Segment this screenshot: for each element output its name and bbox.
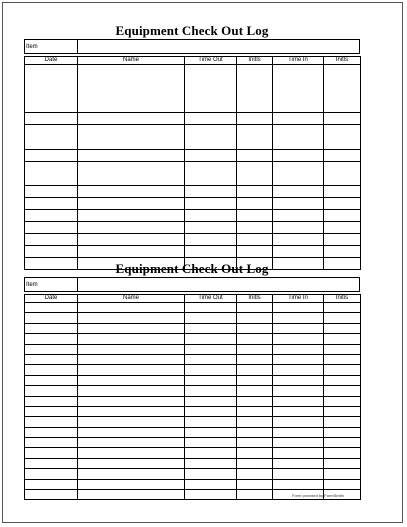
header-row <box>25 295 361 303</box>
log-rows-bottom <box>25 303 361 500</box>
cell-name[interactable] <box>78 222 185 234</box>
cell-name[interactable] <box>78 65 185 113</box>
log-rows-top <box>25 65 361 270</box>
cell-name[interactable] <box>78 210 185 222</box>
cell-date[interactable] <box>25 386 78 396</box>
table-row <box>25 150 361 162</box>
cell-initials-out[interactable] <box>237 479 273 489</box>
cell-time-in[interactable] <box>273 406 324 416</box>
cell-date[interactable] <box>25 344 78 354</box>
log-title: Equipment Check Out Log <box>115 261 269 276</box>
table-row <box>25 406 361 416</box>
cell-initials-in[interactable] <box>324 210 361 222</box>
cell-initials-in[interactable] <box>324 222 361 234</box>
cell-time-out[interactable] <box>185 406 237 416</box>
cell-name[interactable] <box>78 458 185 468</box>
cell-name[interactable] <box>78 365 185 375</box>
cell-name[interactable] <box>78 375 185 385</box>
cell-date[interactable] <box>25 396 78 406</box>
cell-time-in[interactable] <box>273 113 324 125</box>
cell-time-in[interactable] <box>273 323 324 333</box>
cell-time-in[interactable] <box>273 198 324 210</box>
item-label: Item <box>25 278 78 292</box>
cell-date[interactable] <box>25 222 78 234</box>
table-row <box>25 162 361 186</box>
checkout-log-top <box>24 22 360 270</box>
cell-date[interactable] <box>25 246 78 258</box>
cell-time-out[interactable] <box>185 469 237 479</box>
column-header-time-in: Time In <box>273 295 324 303</box>
cell-time-out[interactable] <box>185 334 237 344</box>
cell-time-out[interactable] <box>185 375 237 385</box>
table-row <box>25 479 361 489</box>
cell-initials-in[interactable] <box>324 162 361 186</box>
cell-initials-out[interactable] <box>237 186 273 198</box>
cell-date[interactable] <box>25 334 78 344</box>
cell-initials-in[interactable] <box>324 386 361 396</box>
cell-date[interactable] <box>25 417 78 427</box>
header-row <box>25 57 361 65</box>
log-table <box>24 294 361 500</box>
table-row <box>25 323 361 333</box>
cell-initials-in[interactable] <box>324 469 361 479</box>
cell-name[interactable] <box>78 323 185 333</box>
checkout-log-bottom <box>24 260 360 500</box>
cell-initials-out[interactable] <box>237 396 273 406</box>
column-header-initials-in: Initls <box>324 295 361 303</box>
column-header-time-in: Time In <box>273 57 324 65</box>
cell-time-in[interactable] <box>273 344 324 354</box>
cell-date[interactable] <box>25 125 78 150</box>
column-header-name: Name <box>78 57 185 65</box>
table-row <box>25 303 361 313</box>
cell-name[interactable] <box>78 469 185 479</box>
cell-time-out[interactable] <box>185 490 237 500</box>
cell-name[interactable] <box>78 417 185 427</box>
cell-name[interactable] <box>78 186 185 198</box>
table-row <box>25 125 361 150</box>
cell-time-out[interactable] <box>185 150 237 162</box>
cell-time-in[interactable] <box>273 458 324 468</box>
cell-name[interactable] <box>78 490 185 500</box>
item-row <box>24 39 360 54</box>
cell-initials-in[interactable] <box>324 427 361 437</box>
cell-time-out[interactable] <box>185 417 237 427</box>
cell-time-out[interactable] <box>185 386 237 396</box>
table-row <box>25 417 361 427</box>
cell-date[interactable] <box>25 375 78 385</box>
cell-initials-in[interactable] <box>324 438 361 448</box>
cell-initials-out[interactable] <box>237 406 273 416</box>
cell-initials-in[interactable] <box>324 186 361 198</box>
cell-initials-in[interactable] <box>324 365 361 375</box>
cell-name[interactable] <box>78 406 185 416</box>
cell-time-in[interactable] <box>273 438 324 448</box>
cell-initials-in[interactable] <box>324 65 361 113</box>
cell-initials-out[interactable] <box>237 162 273 186</box>
cell-time-out[interactable] <box>185 198 237 210</box>
cell-initials-out[interactable] <box>237 458 273 468</box>
item-field[interactable] <box>78 40 360 54</box>
cell-time-out[interactable] <box>185 458 237 468</box>
cell-name[interactable] <box>78 334 185 344</box>
cell-time-out[interactable] <box>185 303 237 313</box>
cell-name[interactable] <box>78 438 185 448</box>
cell-time-in[interactable] <box>273 365 324 375</box>
cell-initials-out[interactable] <box>237 386 273 396</box>
cell-date[interactable] <box>25 354 78 364</box>
cell-time-out[interactable] <box>185 234 237 246</box>
cell-time-in[interactable] <box>273 313 324 323</box>
cell-initials-out[interactable] <box>237 354 273 364</box>
cell-date[interactable] <box>25 198 78 210</box>
table-row <box>25 344 361 354</box>
cell-time-in[interactable] <box>273 469 324 479</box>
cell-initials-out[interactable] <box>237 113 273 125</box>
log-title: Equipment Check Out Log <box>115 23 269 38</box>
table-row <box>25 469 361 479</box>
table-row <box>25 427 361 437</box>
cell-time-in[interactable] <box>273 386 324 396</box>
cell-time-out[interactable] <box>185 313 237 323</box>
table-row <box>25 313 361 323</box>
cell-date[interactable] <box>25 448 78 458</box>
cell-initials-out[interactable] <box>237 365 273 375</box>
cell-time-in[interactable] <box>273 334 324 344</box>
column-header-initials-out: Initls <box>237 295 273 303</box>
cell-initials-out[interactable] <box>237 246 273 258</box>
footer-credit: Form provided by FormSmith <box>292 493 344 498</box>
cell-initials-out[interactable] <box>237 438 273 448</box>
cell-initials-out[interactable] <box>237 150 273 162</box>
cell-time-in[interactable] <box>273 303 324 313</box>
column-header-name: Name <box>78 295 185 303</box>
cell-date[interactable] <box>25 210 78 222</box>
cell-initials-out[interactable] <box>237 375 273 385</box>
cell-name[interactable] <box>78 427 185 437</box>
column-header-initials-out: Initls <box>237 57 273 65</box>
cell-name[interactable] <box>78 448 185 458</box>
cell-initials-in[interactable] <box>324 234 361 246</box>
cell-time-out[interactable] <box>185 438 237 448</box>
cell-initials-out[interactable] <box>237 234 273 246</box>
cell-date[interactable] <box>25 162 78 186</box>
cell-initials-out[interactable] <box>237 313 273 323</box>
cell-initials-out[interactable] <box>237 427 273 437</box>
table-row <box>25 222 361 234</box>
cell-date[interactable] <box>25 469 78 479</box>
cell-name[interactable] <box>78 162 185 186</box>
cell-date[interactable] <box>25 303 78 313</box>
cell-date[interactable] <box>25 313 78 323</box>
cell-date[interactable] <box>25 150 78 162</box>
cell-date[interactable] <box>25 186 78 198</box>
cell-time-out[interactable] <box>185 354 237 364</box>
cell-initials-out[interactable] <box>237 334 273 344</box>
cell-initials-in[interactable] <box>324 448 361 458</box>
column-header-initials-in: Initls <box>324 57 361 65</box>
cell-time-out[interactable] <box>185 162 237 186</box>
cell-date[interactable] <box>25 490 78 500</box>
cell-time-in[interactable] <box>273 417 324 427</box>
cell-initials-in[interactable] <box>324 125 361 150</box>
table-row <box>25 438 361 448</box>
cell-initials-out[interactable] <box>237 469 273 479</box>
cell-date[interactable] <box>25 365 78 375</box>
cell-initials-out[interactable] <box>237 448 273 458</box>
cell-date[interactable] <box>25 438 78 448</box>
item-row <box>24 277 360 292</box>
cell-initials-in[interactable] <box>324 198 361 210</box>
cell-time-in[interactable] <box>273 150 324 162</box>
cell-name[interactable] <box>78 396 185 406</box>
cell-time-out[interactable] <box>185 210 237 222</box>
cell-name[interactable] <box>78 344 185 354</box>
cell-name[interactable] <box>78 198 185 210</box>
log-table <box>24 56 361 270</box>
cell-initials-in[interactable] <box>324 396 361 406</box>
cell-name[interactable] <box>78 386 185 396</box>
item-label: Item <box>25 40 78 54</box>
cell-time-out[interactable] <box>185 344 237 354</box>
cell-time-in[interactable] <box>273 375 324 385</box>
cell-name[interactable] <box>78 150 185 162</box>
cell-date[interactable] <box>25 113 78 125</box>
table-row <box>25 448 361 458</box>
cell-time-in[interactable] <box>273 246 324 258</box>
column-header-time-out: Time Out <box>185 57 237 65</box>
item-field[interactable] <box>78 278 360 292</box>
cell-time-in[interactable] <box>273 125 324 150</box>
cell-name[interactable] <box>78 479 185 489</box>
cell-initials-in[interactable] <box>324 334 361 344</box>
table-row <box>25 65 361 113</box>
cell-time-out[interactable] <box>185 427 237 437</box>
cell-time-in[interactable] <box>273 222 324 234</box>
cell-name[interactable] <box>78 313 185 323</box>
cell-initials-in[interactable] <box>324 113 361 125</box>
cell-initials-out[interactable] <box>237 303 273 313</box>
cell-initials-in[interactable] <box>324 417 361 427</box>
column-header-date: Date <box>25 57 78 65</box>
column-header-time-out: Time Out <box>185 295 237 303</box>
cell-initials-in[interactable] <box>324 150 361 162</box>
cell-initials-in[interactable] <box>324 323 361 333</box>
cell-initials-out[interactable] <box>237 222 273 234</box>
table-row <box>25 186 361 198</box>
table-row <box>25 246 361 258</box>
cell-time-in[interactable] <box>273 396 324 406</box>
cell-time-in[interactable] <box>273 479 324 489</box>
cell-initials-in[interactable] <box>324 354 361 364</box>
cell-time-out[interactable] <box>185 113 237 125</box>
table-row <box>25 365 361 375</box>
cell-initials-out[interactable] <box>237 344 273 354</box>
cell-initials-out[interactable] <box>237 417 273 427</box>
cell-time-out[interactable] <box>185 125 237 150</box>
cell-time-out[interactable] <box>185 479 237 489</box>
cell-time-in[interactable] <box>273 427 324 437</box>
cell-time-out[interactable] <box>185 396 237 406</box>
cell-name[interactable] <box>78 246 185 258</box>
cell-time-out[interactable] <box>185 186 237 198</box>
cell-date[interactable] <box>25 458 78 468</box>
cell-time-out[interactable] <box>185 65 237 113</box>
cell-initials-out[interactable] <box>237 490 273 500</box>
cell-time-in[interactable] <box>273 162 324 186</box>
table-row <box>25 113 361 125</box>
cell-initials-out[interactable] <box>237 125 273 150</box>
cell-date[interactable] <box>25 479 78 489</box>
table-row <box>25 375 361 385</box>
cell-date[interactable] <box>25 65 78 113</box>
cell-time-out[interactable] <box>185 448 237 458</box>
cell-name[interactable] <box>78 234 185 246</box>
cell-date[interactable] <box>25 234 78 246</box>
cell-initials-in[interactable] <box>324 303 361 313</box>
cell-name[interactable] <box>78 125 185 150</box>
cell-time-in[interactable] <box>273 186 324 198</box>
table-row <box>25 234 361 246</box>
table-row <box>25 386 361 396</box>
cell-initials-out[interactable] <box>237 323 273 333</box>
table-row <box>25 396 361 406</box>
cell-initials-in[interactable] <box>324 246 361 258</box>
cell-initials-out[interactable] <box>237 210 273 222</box>
cell-date[interactable] <box>25 323 78 333</box>
cell-date[interactable] <box>25 406 78 416</box>
cell-time-out[interactable] <box>185 246 237 258</box>
cell-time-in[interactable] <box>273 210 324 222</box>
table-row <box>25 354 361 364</box>
cell-time-in[interactable] <box>273 234 324 246</box>
table-row <box>25 210 361 222</box>
cell-initials-in[interactable] <box>324 313 361 323</box>
cell-time-in[interactable] <box>273 354 324 364</box>
cell-time-out[interactable] <box>185 365 237 375</box>
cell-time-out[interactable] <box>185 323 237 333</box>
cell-initials-out[interactable] <box>237 65 273 113</box>
cell-time-in[interactable] <box>273 448 324 458</box>
cell-initials-out[interactable] <box>237 198 273 210</box>
cell-initials-in[interactable] <box>324 375 361 385</box>
cell-time-in[interactable] <box>273 65 324 113</box>
cell-initials-in[interactable] <box>324 406 361 416</box>
cell-date[interactable] <box>25 427 78 437</box>
cell-initials-in[interactable] <box>324 458 361 468</box>
cell-time-out[interactable] <box>185 222 237 234</box>
cell-name[interactable] <box>78 113 185 125</box>
table-row <box>25 458 361 468</box>
cell-name[interactable] <box>78 354 185 364</box>
column-header-date: Date <box>25 295 78 303</box>
table-row <box>25 334 361 344</box>
cell-initials-in[interactable] <box>324 479 361 489</box>
table-row <box>25 198 361 210</box>
cell-initials-in[interactable] <box>324 344 361 354</box>
cell-name[interactable] <box>78 303 185 313</box>
